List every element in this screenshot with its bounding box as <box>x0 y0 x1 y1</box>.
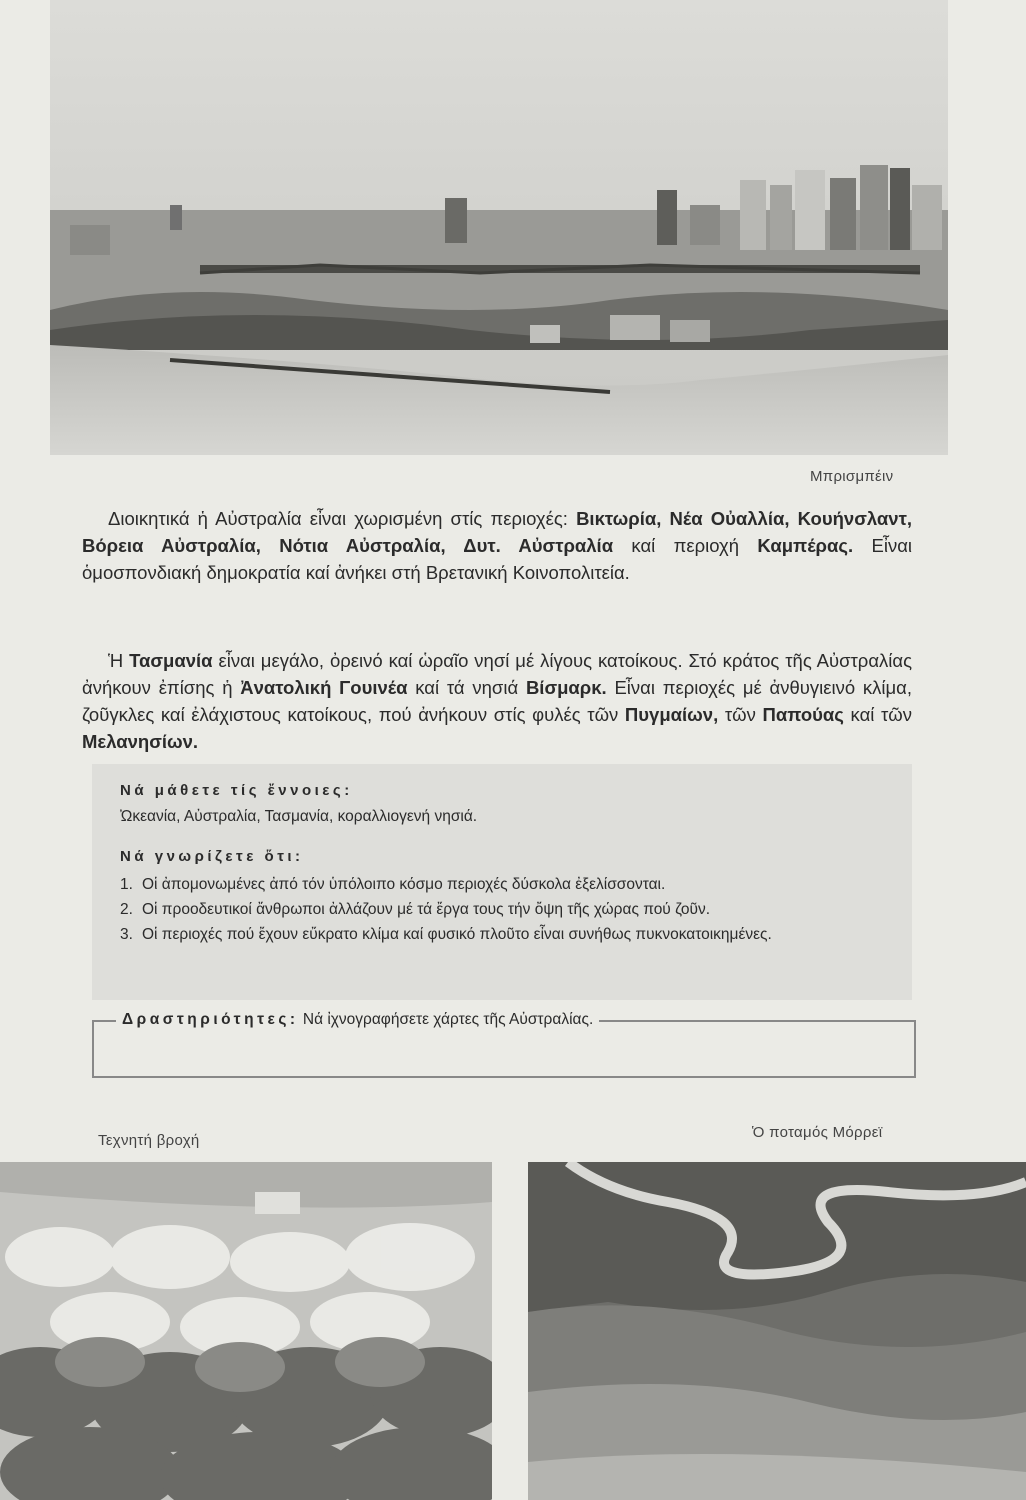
fact-item <box>120 922 890 947</box>
p2-text-4: Εἶναι περιοχές μέ ἀνθυγιεινό κλίμα, ζοῦγκλες καί ἐλάχιστους κατοίκους, πού ἀνήκουν στίς φυλές τῶν <box>82 677 912 725</box>
p2-text-1: Ἡ <box>108 650 130 671</box>
p2-bold-east-guinea: Ἀνατολική Γουινέα <box>240 677 408 698</box>
fact-number: 2. <box>120 901 133 918</box>
activities-box <box>92 1011 916 1078</box>
activities-text: Νά ἰχνογραφήσετε χάρτες τῆς Αὐστραλίας. <box>298 1011 594 1028</box>
fact-number: 3. <box>120 926 133 943</box>
paragraph-tasmania <box>82 647 912 755</box>
p2-text-2: εἶναι μεγάλο, ὀρεινό καί ὡραῖο νησί μέ λίγους κατοίκους. Στό κράτος τῆς Αὐστραλίας ἀνήκουν ἐπίσης ἡ <box>82 650 912 698</box>
p2-text-5: τῶν <box>718 704 763 725</box>
activities-heading: Δραστηριότητες: <box>122 1011 299 1028</box>
rain-caption: Τεχνητή βροχή <box>98 1132 200 1149</box>
p2-bold-bismarck: Βίσμαρκ. <box>525 677 607 698</box>
p2-text-6: καί τῶν <box>843 704 912 725</box>
fact-number: 1. <box>120 876 133 893</box>
brisbane-caption: Μπρισμπέιν <box>810 468 894 485</box>
activities-line <box>116 1011 599 1029</box>
p1-bold-canberra: Καμπέρας. <box>757 535 854 556</box>
p2-text-3: καί τά νησιά <box>407 677 526 698</box>
p2-bold-pygmies: Πυγμαίων, <box>624 704 719 725</box>
fact-item <box>120 872 890 897</box>
p1-text-1: Διοικητικά ἡ Αὐστραλία εἶναι χωρισμένη στίς περιοχές: <box>108 508 577 529</box>
p2-bold-papuas: Παπούας <box>762 704 844 725</box>
river-caption: Ὁ ποταμός Μόρρεϊ <box>752 1124 883 1141</box>
p2-bold-melanesians: Μελανησίων. <box>82 731 199 752</box>
p1-bold-regions: Βικτωρία, Νέα Οὐαλλία, Κουήνσλαντ, Βόρεια Αὐστραλία, Νότια Αὐστραλία, Δυτ. Αὐστραλία <box>82 508 912 556</box>
fact-text: Οἱ περιοχές πού ἔχουν εὔκρατο κλίμα καί φυσικό πλοῦτο εἶναι συνήθως πυκνοκατοικημένες. <box>142 926 772 943</box>
p2-bold-tasmania: Τασμανία <box>129 650 213 671</box>
city-skyline-icon <box>50 0 948 455</box>
learning-summary-box <box>92 764 912 1000</box>
artificial-rain-photo <box>0 1162 492 1500</box>
p1-text-2: καί περιοχή <box>613 535 758 556</box>
brisbane-photo <box>50 0 948 455</box>
facts-heading: Νά γνωρίζετε ὅτι: <box>120 848 304 865</box>
irrigation-icon <box>0 1162 492 1500</box>
paragraph-administrative-divisions <box>82 505 912 586</box>
fact-text: Οἱ ἀπομονωμένες ἀπό τόν ὑπόλοιπο κόσμο περιοχές δύσκολα ἐξελίσσονται. <box>142 876 666 893</box>
facts-list <box>120 872 890 947</box>
concepts-text: Ὠκεανία, Αὐστραλία, Τασμανία, κοραλλιογενή νησιά. <box>120 808 478 825</box>
concepts-heading: Νά μάθετε τίς ἔννοιες: <box>120 782 353 799</box>
fact-text: Οἱ προοδευτικοί ἄνθρωποι ἀλλάζουν μέ τά ἔργα τους τήν ὄψη τῆς χώρας πού ζοῦν. <box>142 901 711 918</box>
p1-text-3: Εἶναι ὁμοσπονδιακή δημοκρατία καί ἀνήκει στή Βρετανική Κοινοπολιτεία. <box>82 535 913 583</box>
fact-item <box>120 897 890 922</box>
river-icon <box>528 1162 1026 1500</box>
murray-river-photo <box>528 1162 1026 1500</box>
